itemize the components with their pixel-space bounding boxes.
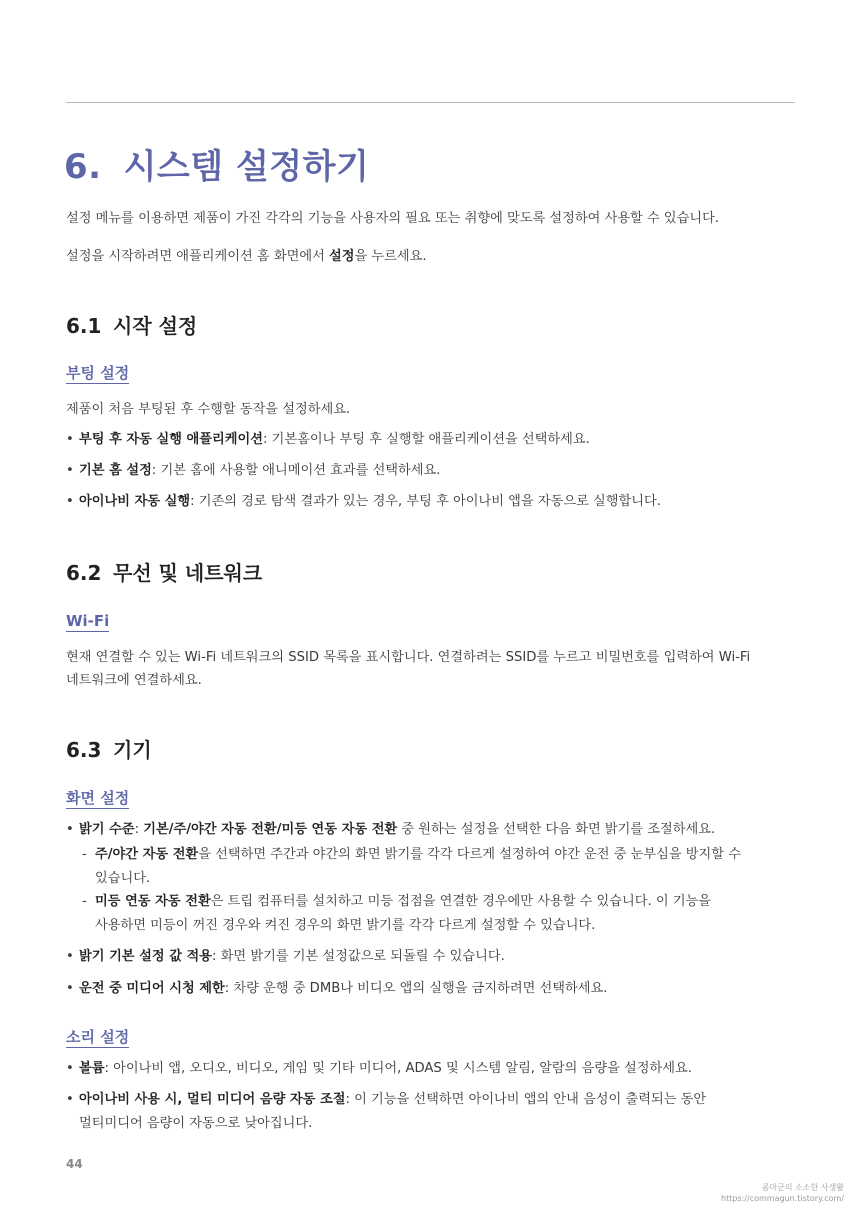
list-item: • 아이나비 자동 실행: 기존의 경로 탐색 결과가 있는 경우, 부팅 후 아이나비 앱을 자동으로 실행합니다. xyxy=(66,494,661,509)
sub-list-item: - 주/야간 자동 전환을 선택하면 주간과 야간의 화면 밝기를 각각 다르게 설정하여 야간 운전 중 눈부심을 방지할 수 있습니다. xyxy=(82,847,741,886)
subheading-wifi: Wi-Fi xyxy=(66,612,110,630)
intro-paragraph-1: 설정 메뉴를 이용하면 제품이 가진 각각의 기능을 사용자의 필요 또는 취향에 맞도록 설정하여 사용할 수 있습니다. xyxy=(66,211,720,226)
wifi-description-line-2: 네트워크에 연결하세요. xyxy=(66,673,202,688)
list-item: • 부팅 후 자동 실행 애플리케이션: 기본홈이나 부팅 후 실행할 애플리케이션을 선택하세요. xyxy=(66,432,590,447)
list-item: • 운전 중 미디어 시청 제한: 차량 운행 중 DMB나 비디오 앱의 실행을 금지하려면 선택하세요. xyxy=(66,981,608,996)
page-number: 44 xyxy=(66,1157,83,1171)
watermark-url: https://commagun.tistory.com/ xyxy=(721,1194,844,1203)
chapter-title-text: 시스템 설정하기 xyxy=(123,147,370,187)
list-item: • 밝기 수준: 기본/주/야간 자동 전환/미등 연동 자동 전환 중 원하는 설정을 선택한 다음 화면 밝기를 조절하세요. xyxy=(66,822,716,837)
header-rule xyxy=(66,102,795,103)
intro-paragraph-2: 설정을 시작하려면 애플리케이션 홈 화면에서 설정을 누르세요. xyxy=(66,249,427,264)
section-heading-6-2: 6.2 무선 및 네트워크 xyxy=(66,561,263,585)
list-item: • 아이나비 사용 시, 멀티 미디어 음량 자동 조절: 이 기능을 선택하면 아이나비 앱의 안내 음성이 출력되는 동안 멀티미디어 음량이 자동으로 낮아집니다. xyxy=(66,1092,707,1131)
boot-settings-description: 제품이 처음 부팅된 후 수행할 동작을 설정하세요. xyxy=(66,402,351,417)
list-item: • 기본 홈 설정: 기본 홈에 사용할 애니메이션 효과를 선택하세요. xyxy=(66,463,441,478)
wifi-description-line-1: 현재 연결할 수 있는 Wi-Fi 네트워크의 SSID 목록을 표시합니다. 연결하려는 SSID를 누르고 비밀번호를 입력하여 Wi-Fi xyxy=(66,650,751,665)
chapter-number: 6. xyxy=(64,147,102,187)
section-heading-6-3: 6.3 기기 xyxy=(66,738,152,762)
list-item: • 밝기 기본 설정 값 적용: 화면 밝기를 기본 설정값으로 되돌릴 수 있습니다. xyxy=(66,949,505,964)
chapter-title xyxy=(64,139,369,188)
subheading-display-settings: 화면 설정 xyxy=(66,789,130,807)
list-item: • 볼륨: 아이나비 앱, 오디오, 비디오, 게임 및 기타 미디어, ADAS 및 시스템 알림, 알람의 음량을 설정하세요. xyxy=(66,1061,692,1076)
subheading-boot-settings: 부팅 설정 xyxy=(66,364,130,382)
sub-list-item: - 미등 연동 자동 전환은 트립 컴퓨터를 설치하고 미등 접점을 연결한 경우에만 사용할 수 있습니다. 이 기능을 사용하면 미등이 꺼진 경우와 켜진 경우의 화면 밝기를 각각 다르게 설정할 수 있습니다. xyxy=(82,894,712,933)
section-heading-6-1: 6.1 시작 설정 xyxy=(66,314,198,338)
subheading-sound-settings: 소리 설정 xyxy=(66,1028,130,1046)
watermark-title: 콤마군의 소소한 사생활 xyxy=(761,1183,844,1192)
